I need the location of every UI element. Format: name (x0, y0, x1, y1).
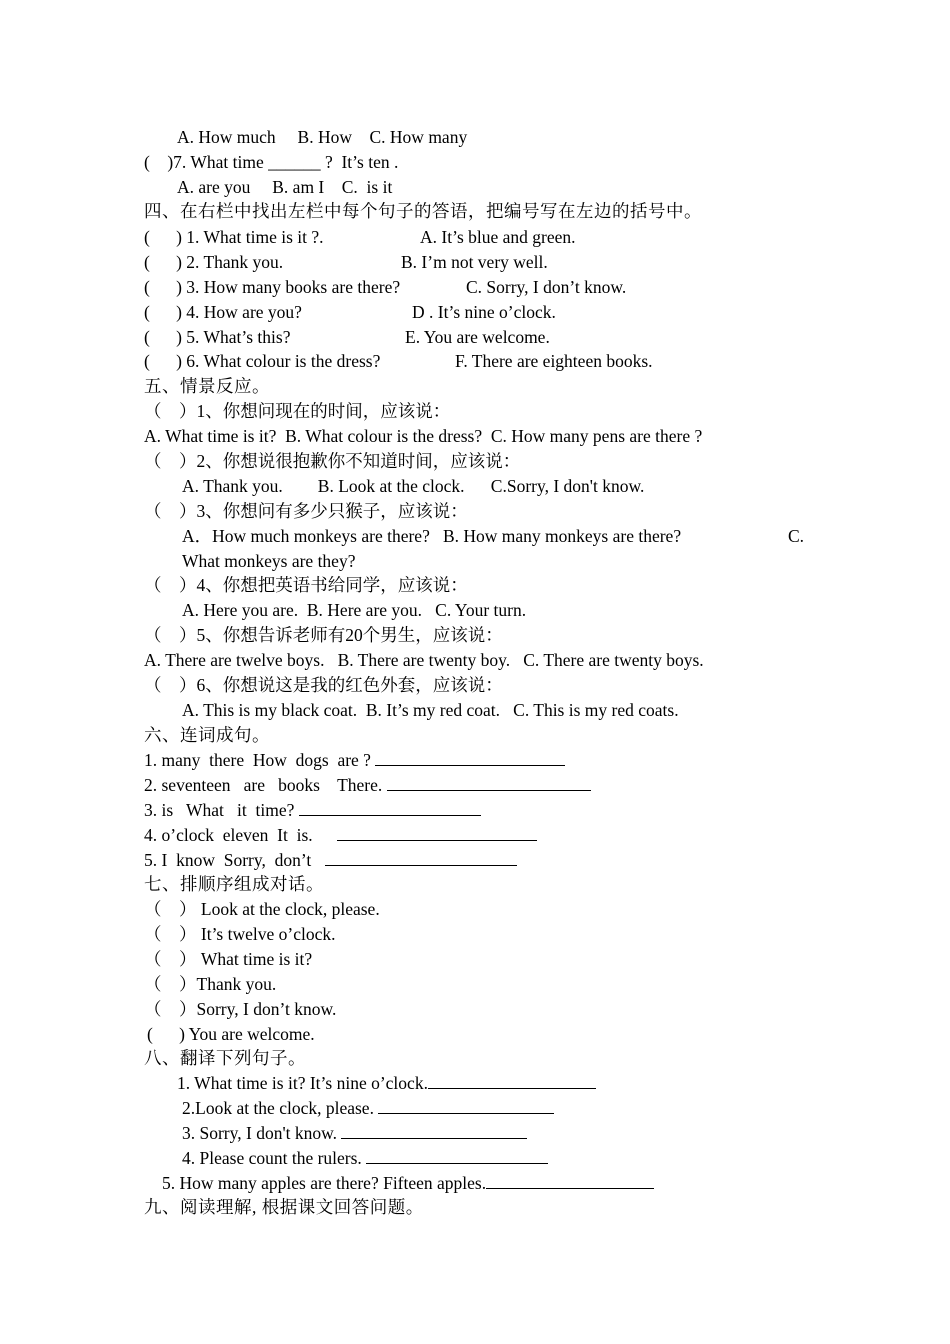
match-row (144, 301, 302, 323)
answer-blank[interactable] (341, 1122, 527, 1139)
dialogue-line (147, 1023, 315, 1045)
situation-text: 5、你想告诉老师有20个男生，应该说： (196, 625, 503, 645)
match-row (144, 276, 400, 298)
situation-question (144, 400, 450, 422)
situation-question (144, 450, 520, 472)
situation-options: A. There are twelve boys. B. There are twenty boy. C. There are twenty boys. (144, 650, 704, 670)
word-order-item (144, 849, 517, 871)
situation-text: 2、你想说很抱歉你不知道时间，应该说： (196, 451, 521, 471)
section-4-title: 四、在右栏中找出左栏中每个句子的答语，把编号写在左边的括号中。 (144, 201, 702, 221)
dialogue-line (144, 923, 335, 945)
q7-line (144, 151, 398, 173)
word-order-item (144, 799, 481, 821)
match-row (144, 350, 380, 372)
translate-sentence: 3. Sorry, I don't know. (182, 1123, 337, 1143)
situation-question (144, 574, 468, 596)
answer-paren[interactable]: ( ) (144, 327, 182, 347)
match-right: A. It’s blue and green. (420, 227, 576, 247)
answer-blank[interactable] (486, 1172, 654, 1189)
match-row (144, 251, 283, 273)
match-right: D . It’s nine o’clock. (412, 302, 556, 322)
answer-paren[interactable]: （ ） (144, 999, 197, 1019)
word-order-item (144, 824, 537, 846)
dialogue-line (144, 898, 380, 920)
answer-paren[interactable]: （ ） (144, 575, 197, 595)
situation-text: 3、你想问有多少只猴子，应该说： (196, 501, 468, 521)
answer-paren[interactable]: ( ) (144, 227, 182, 247)
dialogue-text: It’s twelve o’clock. (200, 924, 336, 944)
q7-text: 7. What time ______ ? It’s ten . (173, 152, 399, 172)
q6-options: A. How much B. How C. How many (177, 127, 468, 147)
dialogue-line (144, 948, 312, 970)
situation-options: A. What time is it? B. What colour is the dress? C. How many pens are there ? (144, 426, 703, 446)
dialogue-line (144, 998, 336, 1020)
dialogue-text: Sorry, I don’t know. (196, 999, 337, 1019)
section-6-title: 六、连词成句。 (144, 725, 270, 745)
situation-text: 6、你想说这是我的红色外套，应该说： (196, 675, 503, 695)
situation-options: A．How much monkeys are there? B. How many monkeys are there? (182, 526, 682, 546)
translate-item (182, 1097, 554, 1119)
answer-paren[interactable]: （ ） (144, 924, 197, 944)
situation-options-cont: What monkeys are they? (182, 551, 356, 571)
situation-question (144, 500, 468, 522)
situation-question (144, 674, 503, 696)
answer-blank[interactable] (337, 824, 537, 841)
situation-text: 4、你想把英语书给同学，应该说： (196, 575, 468, 595)
word-order-words: 2. seventeen are books There. (144, 775, 383, 795)
answer-paren[interactable]: ( ) (144, 152, 174, 172)
translate-sentence: 2.Look at the clock, please. (182, 1098, 374, 1118)
dialogue-line (144, 973, 276, 995)
translate-sentence: 5. How many apples are there? Fifteen apples. (162, 1173, 487, 1193)
answer-paren[interactable]: ( ) (144, 351, 182, 371)
answer-paren[interactable]: （ ） (144, 675, 197, 695)
translate-item (177, 1072, 596, 1094)
match-left: 4. How are you? (186, 302, 302, 322)
match-left: 3. How many books are there? (186, 277, 401, 297)
word-order-words: 3. is What it time? (144, 800, 295, 820)
word-order-words: 4. o’clock eleven It is. (144, 825, 313, 845)
answer-blank[interactable] (325, 849, 517, 866)
answer-paren[interactable]: ( ) (147, 1024, 185, 1044)
answer-paren[interactable]: （ ） (144, 899, 197, 919)
word-order-words: 5. I know Sorry, don’t (144, 850, 312, 870)
dialogue-text: You are welcome. (188, 1024, 315, 1044)
answer-paren[interactable]: （ ） (144, 501, 197, 521)
match-row (144, 326, 290, 348)
word-order-words: 1. many there How dogs are ? (144, 750, 371, 770)
word-order-item (144, 774, 591, 796)
answer-paren[interactable]: （ ） (144, 949, 197, 969)
translate-item (182, 1122, 527, 1144)
section-8-title: 八、翻译下列句子。 (144, 1048, 306, 1068)
dialogue-text: What time is it? (200, 949, 313, 969)
situation-question (144, 624, 503, 646)
answer-paren[interactable]: ( ) (144, 302, 182, 322)
situation-options: A. Here you are. B. Here are you. C. Your turn. (182, 600, 527, 620)
match-right: F. There are eighteen books. (455, 351, 653, 371)
answer-blank[interactable] (387, 774, 591, 791)
match-left: 1. What time is it ?. (186, 227, 324, 247)
match-right: C. Sorry, I don’t know. (466, 277, 627, 297)
translate-sentence: 1. What time is it? It’s nine o’clock. (177, 1073, 428, 1093)
answer-paren[interactable]: ( ) (144, 277, 182, 297)
dialogue-text: Look at the clock, please. (200, 899, 380, 919)
answer-paren[interactable]: （ ） (144, 451, 197, 471)
section-5-title: 五、情景反应。 (144, 376, 270, 396)
match-row (144, 226, 324, 248)
answer-blank[interactable] (366, 1147, 548, 1164)
word-order-item (144, 749, 565, 771)
match-right: E. You are welcome. (405, 327, 550, 347)
situation-options: A. Thank you. B. Look at the clock. C.Sorry, I don't know. (182, 476, 645, 496)
match-left: 5. What’s this? (186, 327, 291, 347)
answer-paren[interactable]: （ ） (144, 625, 197, 645)
answer-blank[interactable] (299, 799, 481, 816)
situation-text: 1、你想问现在的时间，应该说： (196, 401, 451, 421)
match-right: B. I’m not very well. (401, 252, 548, 272)
answer-paren[interactable]: （ ） (144, 401, 197, 421)
situation-options: A. This is my black coat. B. It’s my red coat. C. This is my red coats. (182, 700, 679, 720)
q7-options: A. are you B. am I C. is it (177, 177, 393, 197)
section-9-title: 九、阅读理解, 根据课文回答问题。 (144, 1197, 424, 1217)
match-left: 6. What colour is the dress? (186, 351, 381, 371)
answer-blank[interactable] (375, 749, 565, 766)
answer-paren[interactable]: ( ) (144, 252, 182, 272)
section-7-title: 七、排顺序组成对话。 (144, 874, 324, 894)
answer-blank[interactable] (378, 1097, 554, 1114)
translate-sentence: 4. Please count the rulers. (182, 1148, 362, 1168)
translate-item (182, 1147, 548, 1169)
dialogue-text: Thank you. (196, 974, 277, 994)
situation-option-c-label: C. (788, 526, 805, 546)
answer-blank[interactable] (428, 1072, 596, 1089)
answer-paren[interactable]: （ ） (144, 974, 197, 994)
translate-item (162, 1172, 654, 1194)
match-left: 2. Thank you. (186, 252, 284, 272)
